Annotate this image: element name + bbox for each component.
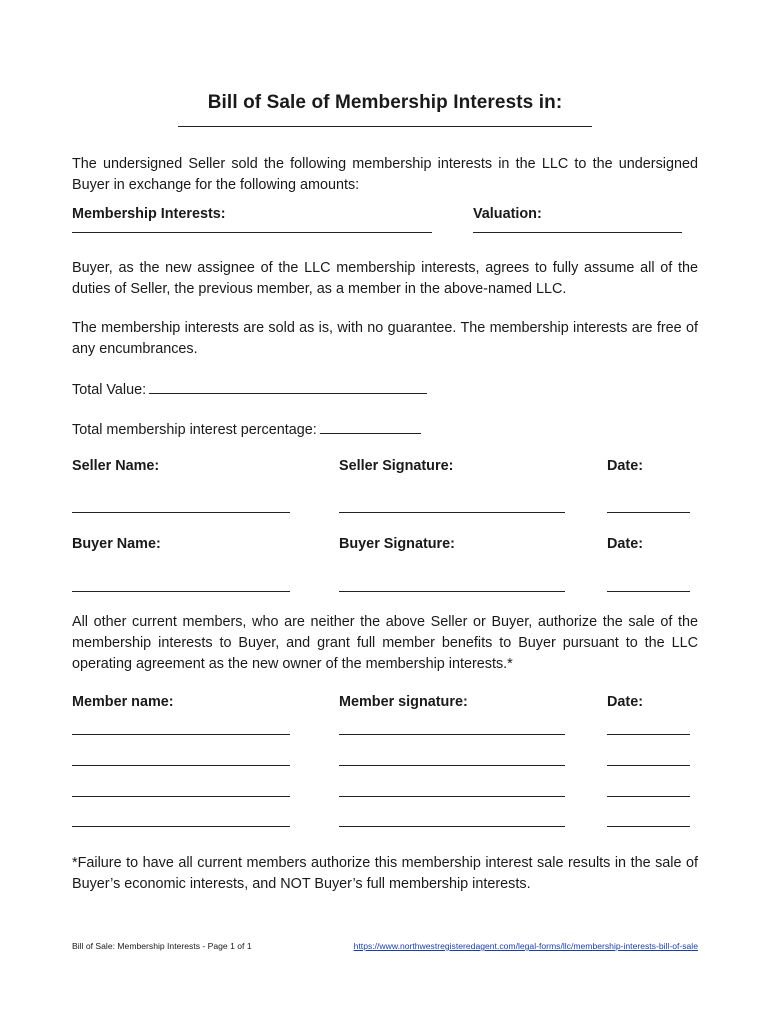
percentage-row <box>72 419 421 438</box>
member-name-blank <box>72 826 290 827</box>
percentage-blank <box>320 419 421 434</box>
buyer-date-blank <box>607 591 690 592</box>
valuation-blank <box>473 232 682 233</box>
member-date-label: Date: <box>607 694 643 710</box>
intro-paragraph: The undersigned Seller sold the following membership interests in the LLC to the undersigned Buyer in exchange for the following amounts: <box>72 156 698 193</box>
seller-signature-blank <box>339 512 565 513</box>
footer-link[interactable]: https://www.northwestregisteredagent.com/legal-forms/llc/membership-interests-bill-of-sale <box>353 941 698 951</box>
seller-signature-label: Seller Signature: <box>339 458 454 474</box>
seller-date-blank <box>607 512 690 513</box>
total-value-label: Total Value: <box>72 382 147 398</box>
as-is-paragraph: The membership interests are sold as is, with no guarantee. The membership interests are free of any encumbrances. <box>72 320 698 357</box>
total-value-row <box>72 379 427 398</box>
valuation-label: Valuation: <box>473 206 542 222</box>
member-date-blank <box>607 734 690 735</box>
seller-name-label: Seller Name: <box>72 458 160 474</box>
membership-interests-blank <box>72 232 432 233</box>
document-title: Bill of Sale of Membership Interests in: <box>207 92 563 113</box>
member-signature-blank <box>339 796 565 797</box>
member-name-blank <box>72 765 290 766</box>
total-value-blank <box>149 379 427 394</box>
member-name-blank <box>72 734 290 735</box>
buyer-signature-label: Buyer Signature: <box>339 536 455 552</box>
buyer-date-label: Date: <box>607 536 643 552</box>
member-signature-label: Member signature: <box>339 694 468 710</box>
member-signature-blank <box>339 734 565 735</box>
member-date-blank <box>607 765 690 766</box>
member-name-label: Member name: <box>72 694 174 710</box>
assignee-paragraph: Buyer, as the new assignee of the LLC membership interests, agrees to fully assume all of the duties of Seller, the previous member, as a member in the above-named LLC. <box>72 260 698 297</box>
footnote-paragraph: *Failure to have all current members authorize this membership interest sale results in the sale of Buyer’s economic interests, and NOT Buyer’s full membership interests. <box>72 855 698 892</box>
member-name-blank <box>72 796 290 797</box>
buyer-name-blank <box>72 591 290 592</box>
member-signature-blank <box>339 826 565 827</box>
seller-date-label: Date: <box>607 458 643 474</box>
member-signature-blank <box>339 765 565 766</box>
footer-page-info: Bill of Sale: Membership Interests - Page 1 of 1 <box>72 941 252 951</box>
member-date-blank <box>607 826 690 827</box>
llc-name-blank <box>178 126 592 127</box>
seller-name-blank <box>72 512 290 513</box>
buyer-name-label: Buyer Name: <box>72 536 161 552</box>
percentage-label: Total membership interest percentage: <box>72 422 317 438</box>
membership-interests-label: Membership Interests: <box>72 206 226 222</box>
member-date-blank <box>607 796 690 797</box>
buyer-signature-blank <box>339 591 565 592</box>
members-paragraph: All other current members, who are neither the above Seller or Buyer, authorize the sale of the membership interests to Buyer, and grant full member benefits to Buyer pursuant to the LLC operating agreement as the new owner of the membership interests.* <box>72 614 698 672</box>
